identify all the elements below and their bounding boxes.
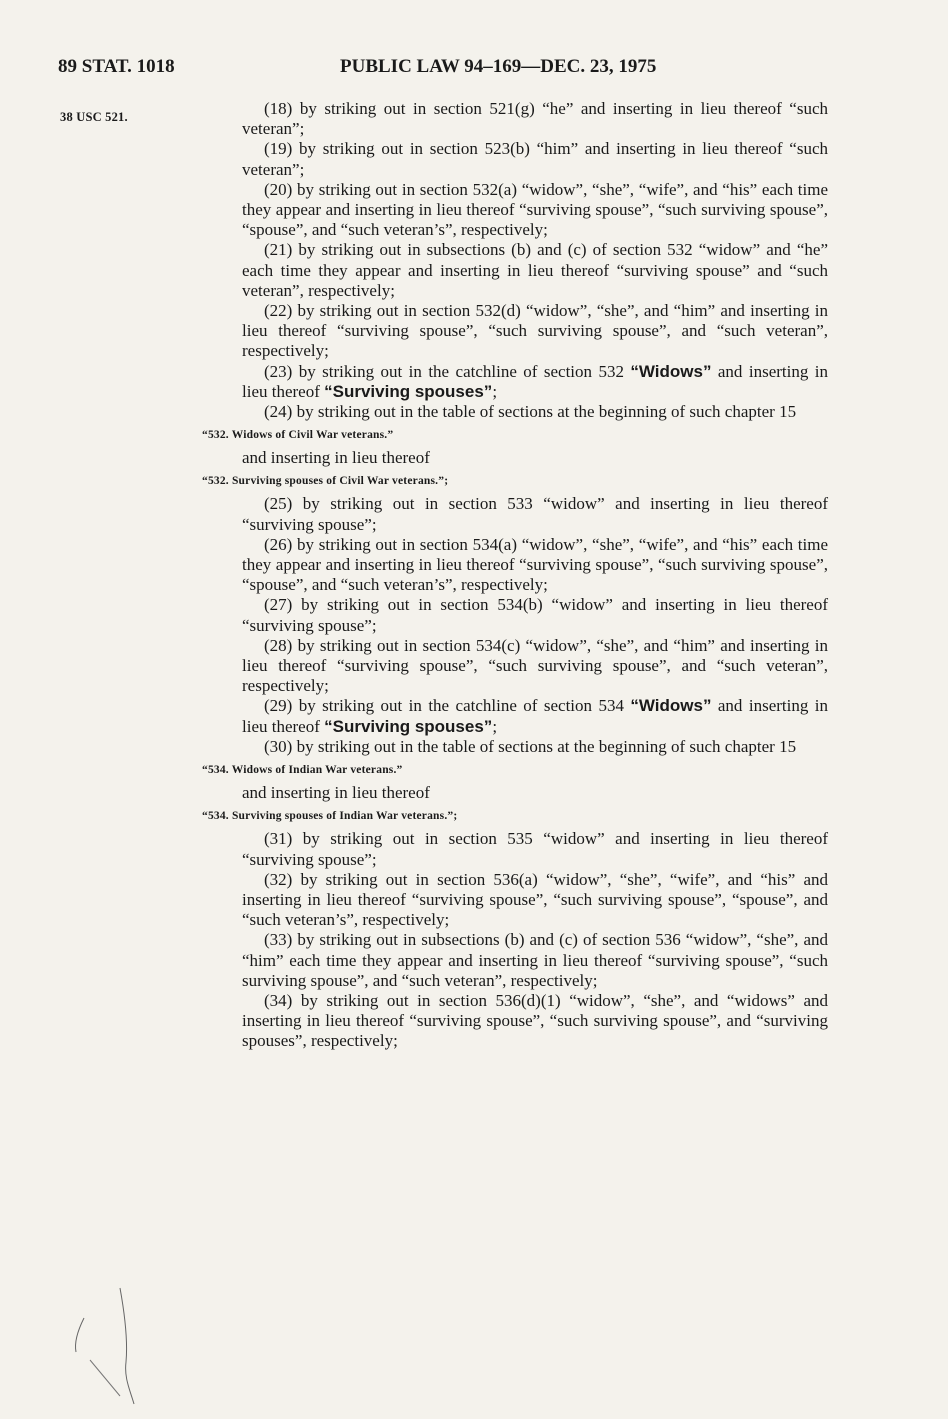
table-entry-new-534: “534. Surviving spouses of Indian War veterans.”; — [202, 810, 458, 823]
paragraph-29-bold-widows: “Widows” — [630, 696, 712, 716]
table-entry-new-532: “532. Surviving spouses of Civil War veterans.”; — [202, 475, 449, 488]
paragraph-23-text-e: ; — [492, 381, 498, 401]
pencil-mark — [70, 1280, 140, 1410]
paragraph-23-bold-widows: “Widows” — [630, 361, 712, 381]
paragraph-21: (21) by striking out in subsections (b) and (c) of section 532 “widow” and “he” each time they appear and inserting in lieu thereof “surviving spouse” and “such veteran”, respectively; — [242, 240, 828, 300]
paragraph-27: (27) by striking out in section 534(b) “widow” and inserting in lieu thereof “surviving spouse”; — [242, 595, 828, 635]
margin-note: 38 USC 521. — [60, 110, 128, 124]
table-entry-old-532: “532. Widows of Civil War veterans.” — [202, 429, 394, 442]
paragraph-25: (25) by striking out in section 533 “widow” and inserting in lieu thereof “surviving spouse”; — [242, 494, 828, 534]
paragraph-29 — [242, 696, 828, 736]
paragraph-31: (31) by striking out in section 535 “widow” and inserting in lieu thereof “surviving spouse”; — [242, 829, 828, 869]
page-title: PUBLIC LAW 94–169—DEC. 23, 1975 — [340, 56, 657, 77]
paragraph-29-bold-surviving: “Surviving spouses” — [324, 716, 493, 736]
insert-phrase-1: and inserting in lieu thereof — [242, 448, 430, 468]
statute-citation: 89 STAT. 1018 — [58, 56, 175, 77]
paragraph-23 — [242, 362, 828, 402]
paragraph-18: (18) by striking out in section 521(g) “he” and inserting in lieu thereof “such veteran”; — [242, 99, 828, 139]
paragraph-33: (33) by striking out in subsections (b) and (c) of section 536 “widow”, “she”, and “him” each time they appear and inserting in lieu thereof “surviving spouse”, “such surviving spouse”, and “such veteran”, respectively; — [242, 930, 828, 990]
document-body — [202, 99, 828, 1052]
paragraph-23-text-c: and inserting in lieu thereof — [242, 361, 828, 401]
paragraph-24: (24) by striking out in the table of sections at the beginning of such chapter 15 — [264, 402, 797, 422]
paragraph-30: (30) by striking out in the table of sections at the beginning of such chapter 15 — [264, 736, 797, 756]
insert-phrase-2: and inserting in lieu thereof — [242, 783, 430, 803]
paragraph-29-text-a: (29) by striking out in the catchline of section 534 — [264, 696, 631, 716]
paragraph-20: (20) by striking out in section 532(a) “widow”, “she”, “wife”, and “his” each time they appear and inserting in lieu thereof “surviving spouse”, “such surviving spouse”, “spouse”, and “such veteran’s”, respectively; — [242, 179, 828, 240]
paragraph-32: (32) by striking out in section 536(a) “widow”, “she”, “wife”, and “his” and inserting in lieu thereof “surviving spouse”, “such surviving spouse”, “spouse”, and “such veteran’s”, respectively; — [242, 869, 828, 930]
paragraph-23-bold-surviving: “Surviving spouses” — [324, 381, 493, 401]
paragraph-34: (34) by striking out in section 536(d)(1) “widow”, “she”, and “widows” and inserting in lieu thereof “surviving spouse”, “such surviving spouse”, and “surviving spouses”, respectively; — [242, 990, 828, 1051]
paragraph-28: (28) by striking out in section 534(c) “widow”, “she”, and “him” and inserting in lieu thereof “surviving spouse”, “such surviving spouse”, and “such veteran”, respectively; — [242, 635, 828, 696]
paragraph-23-text-a: (23) by striking out in the catchline of section 532 — [264, 361, 631, 381]
table-entry-old-534: “534. Widows of Indian War veterans.” — [202, 764, 403, 777]
paragraph-29-text-c: and inserting in lieu thereof — [242, 696, 828, 736]
paragraph-26: (26) by striking out in section 534(a) “widow”, “she”, “wife”, and “his” each time they appear and inserting in lieu thereof “surviving spouse”, “such surviving spouse”, “spouse”, and “such veteran’s”, respectively; — [242, 534, 828, 595]
paragraph-19: (19) by striking out in section 523(b) “him” and inserting in lieu thereof “such veteran”; — [242, 139, 828, 179]
page-header — [58, 56, 898, 86]
paragraph-22: (22) by striking out in section 532(d) “widow”, “she”, and “him” and inserting in lieu thereof “surviving spouse”, “such surviving spouse”, and “such veteran”, respectively; — [242, 301, 828, 361]
paragraph-29-text-e: ; — [492, 716, 498, 736]
